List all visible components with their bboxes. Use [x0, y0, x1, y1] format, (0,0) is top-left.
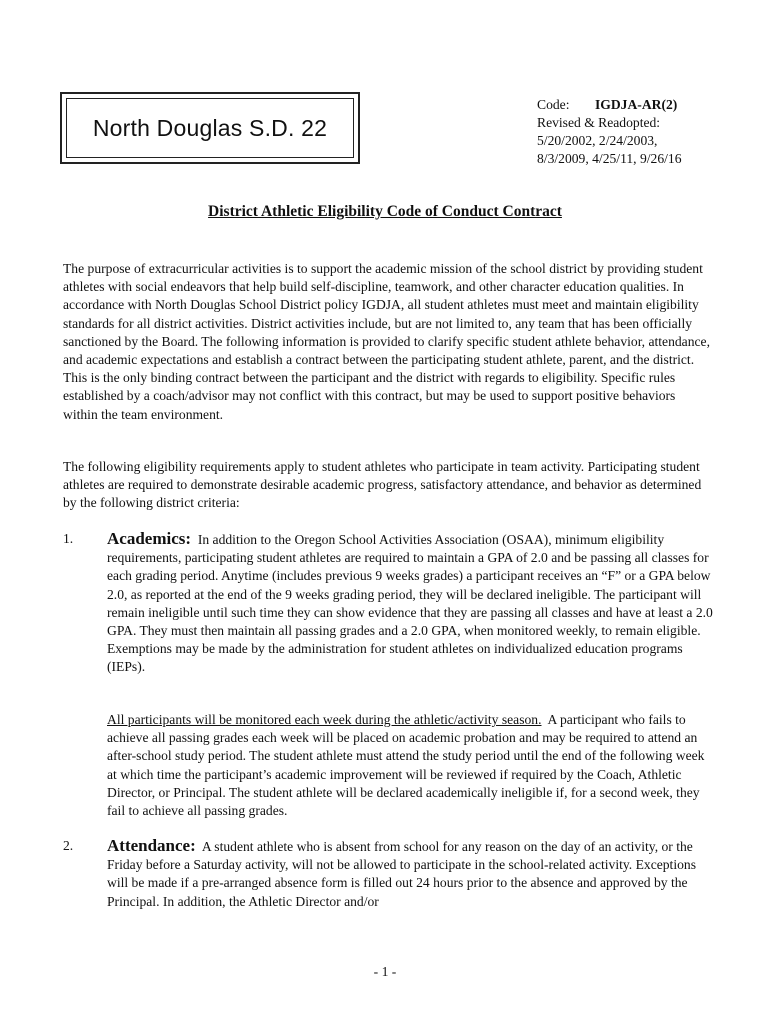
page-number: - 1 -: [373, 964, 397, 979]
revision-dates-line-1: 5/20/2002, 2/24/2003,: [537, 133, 658, 148]
list-item-body: [107, 530, 713, 677]
list-item-heading: Attendance:: [107, 836, 196, 855]
code-row: [537, 96, 682, 114]
code-label: Code:: [537, 97, 570, 112]
academics-monitoring-paragraph: [107, 711, 713, 820]
revised-label: Revised & Readopted:: [537, 115, 661, 130]
purpose-paragraph: The purpose of extracurricular activities is to support the academic mission of the school district by providing student athletes with social endeavors that help build self-discipline, teamwork, and other character education qualities. In accordance with North Douglas School District policy IGDJA, all student athletes must meet and maintain eligibility standards for all district activities. District activities include, but are not limited to, any team that has been officially sanctioned by the Board. The following information is provided to clarify specific student athlete behavior, attendance, and academic expectations and establish a contract between the participating student athlete, parent, and the district. This is the only binding contract between the participant and the district with regards to eligibility. Specific rules established by a coach/advisor may not conflict with this contract, but may be used to support positive behaviors within the team environment.: [63, 261, 710, 422]
document-title: District Athletic Eligibility Code of Conduct Contract: [208, 203, 562, 220]
list-item-heading: Academics:: [107, 529, 192, 548]
district-logo-box: [60, 92, 360, 164]
revision-dates-line-2: 8/3/2009, 4/25/11, 9/26/16: [537, 151, 682, 166]
list-item-text: A student athlete who is absent from school for any reason on the day of an activity, or the Friday before a Saturday activity, will not be allowed to participate in the school-related activity. Exceptions will be made if a pre-arranged absence form is filled out 24 hours prior to the absence and approved by the Principal. In addition, the Athletic Director and/or: [107, 839, 696, 909]
policy-code-block: [537, 96, 682, 168]
district-logo-inner-border: [66, 98, 354, 158]
list-item-text: In addition to the Oregon School Activities Association (OSAA), minimum eligibility requirements, participating student athletes are required to maintain a GPA of 2.0 and be passing all classes for each grading period. Anytime (includes previous 9 weeks grades) a participant receives an “F” or a GPA below 2.0, as reported at the end of the 9 weeks grading period, they will be declared ineligible. The participant will remain ineligible until such time they can show evidence that they are passing all classes and have at least a 2.0 GPA. They must then maintain all passing grades and a 2.0 GPA, when monitored weekly, to remain eligible. Exemptions may be made by the administration for student athletes on individualized education programs (IEPs).: [107, 532, 713, 675]
district-name: North Douglas S.D. 22: [92, 114, 328, 141]
code-value: IGDJA-AR(2): [595, 97, 678, 112]
requirements-paragraph: The following eligibility requirements apply to student athletes who participate in team activity. Participating student athletes are required to demonstrate desirable academic progress, satisfactory attendance, and behavior as determined by the following district criteria:: [63, 459, 702, 511]
monitoring-underlined-text: All participants will be monitored each week during the athletic/activity season.: [107, 712, 542, 727]
list-item-number: 2.: [63, 838, 74, 853]
list-item-number: 1.: [63, 531, 74, 546]
monitoring-text: A participant who fails to achieve all passing grades each week will be placed on academic probation and may be required to attend an after-school study period. The student athlete must attend the study period until the end of the following week at which time the participant’s academic improvement will be reviewed if required by the Coach, Athletic Director, or Principal. The student athlete will be declared academically ineligible if, for a second week, they fail to achieve all passing grades.: [107, 712, 705, 819]
list-item-body: [107, 837, 713, 911]
